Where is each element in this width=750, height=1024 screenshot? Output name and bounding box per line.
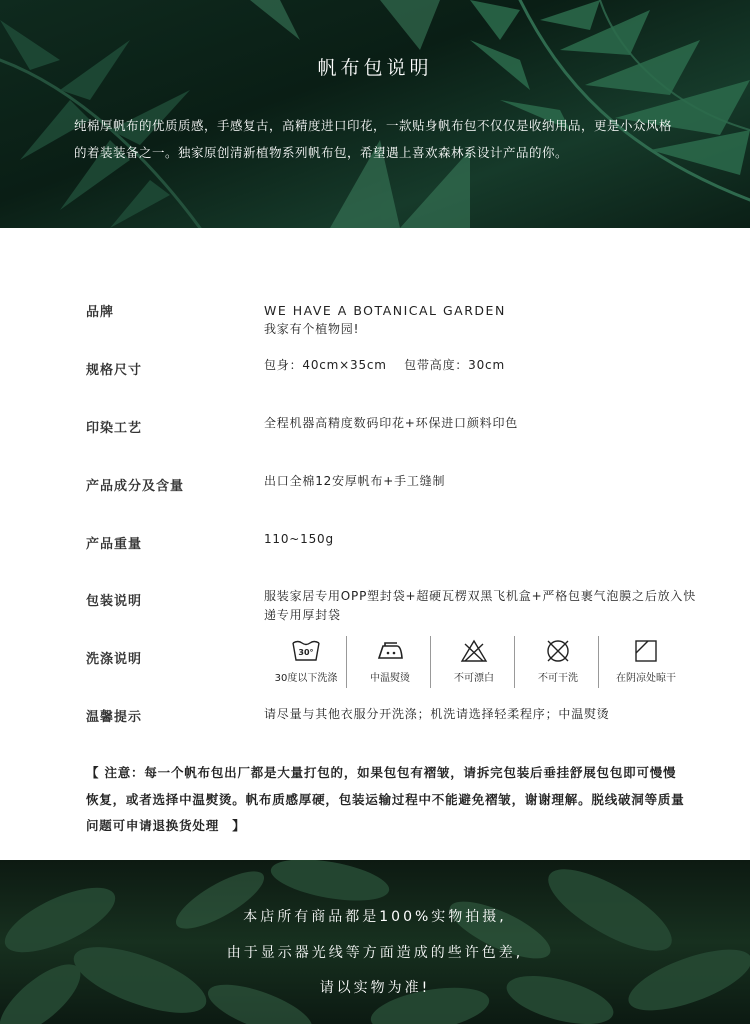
wash-item	[604, 636, 688, 688]
banner-title: 帆布包说明	[317, 57, 433, 79]
wash-item	[516, 636, 600, 688]
spec-label: 产品重量	[86, 537, 143, 552]
footer-line-1: 本店所有商品都是100%实物拍摄,	[243, 909, 507, 925]
wash-label: 中温熨烫	[370, 673, 410, 684]
spec-label: 品牌	[86, 305, 115, 320]
wash-label: 不可漂白	[454, 673, 494, 684]
divider	[598, 636, 599, 688]
footer-line-3: 请以实物为准!	[319, 980, 431, 996]
footer-line-2: 由于显示器光线等方面造成的些许色差,	[226, 945, 524, 961]
iron-medium-icon	[375, 638, 405, 664]
spec-label: 产品成分及含量	[86, 479, 185, 494]
wash-item	[264, 636, 348, 688]
spec-value: 出口全棉12安厚帆布+手工缝制	[264, 474, 446, 488]
spec-value: 包身：40cm×35cm 包带高度：30cm	[264, 358, 505, 372]
spec-value: 请尽量与其他衣服分开洗涤；机洗请选择轻柔程序；中温熨烫	[264, 707, 610, 721]
spec-label: 包装说明	[86, 594, 143, 609]
spec-value: 服装家居专用OPP塑封袋+超硬瓦楞双黑飞机盒+严格包裹气泡膜之后放入快递专用厚封袋	[264, 589, 697, 622]
wash-item	[348, 636, 432, 688]
wash-label: 不可干洗	[538, 673, 578, 684]
spec-label: 温馨提示	[86, 710, 143, 725]
spec-value	[264, 301, 704, 339]
banner-description: 纯棉厚帆布的优质质感，手感复古，高精度进口印花，一款贴身帆布包不仅仅是收纳用品，更是小众风格的着装装备之一。独家原创清新植物系列帆布包，希望遇上喜欢森林系设计产品的你。	[74, 118, 673, 160]
shade-dry-icon	[631, 638, 661, 664]
brand-chinese: 我家有个植物园!	[264, 322, 360, 336]
spec-label: 洗涤说明	[86, 652, 143, 667]
spec-label: 规格尺寸	[86, 363, 143, 378]
divider	[346, 636, 347, 688]
wash-instructions	[264, 636, 694, 688]
spec-label: 印染工艺	[86, 421, 143, 436]
top-banner	[0, 0, 750, 228]
wash-temp: 30°	[298, 648, 314, 657]
brand-english: WE HAVE A BOTANICAL GARDEN	[264, 303, 506, 318]
spec-value: 110~150g	[264, 532, 334, 546]
divider	[430, 636, 431, 688]
footer-banner	[0, 860, 750, 1024]
spec-value: 全程机器高精度数码印花+环保进口颜料印色	[264, 416, 519, 430]
wash-label: 在阴凉处晾干	[616, 673, 676, 684]
divider	[514, 636, 515, 688]
no-dry-clean-icon	[543, 638, 573, 664]
no-bleach-icon	[459, 638, 489, 664]
notice-text: 【 注意：每一个帆布包出厂都是大量打包的，如果包包有褶皱，请拆完包装后垂挂舒展包包即可慢慢恢复，或者选择中温熨烫。帆布质感厚硬，包装运输过程中不能避免褶皱，谢谢理解。脱线破洞等质量问题可申请退换货处理 】	[86, 765, 685, 833]
wash-label: 30度以下洗涤	[274, 673, 338, 684]
wash-item	[432, 636, 516, 688]
